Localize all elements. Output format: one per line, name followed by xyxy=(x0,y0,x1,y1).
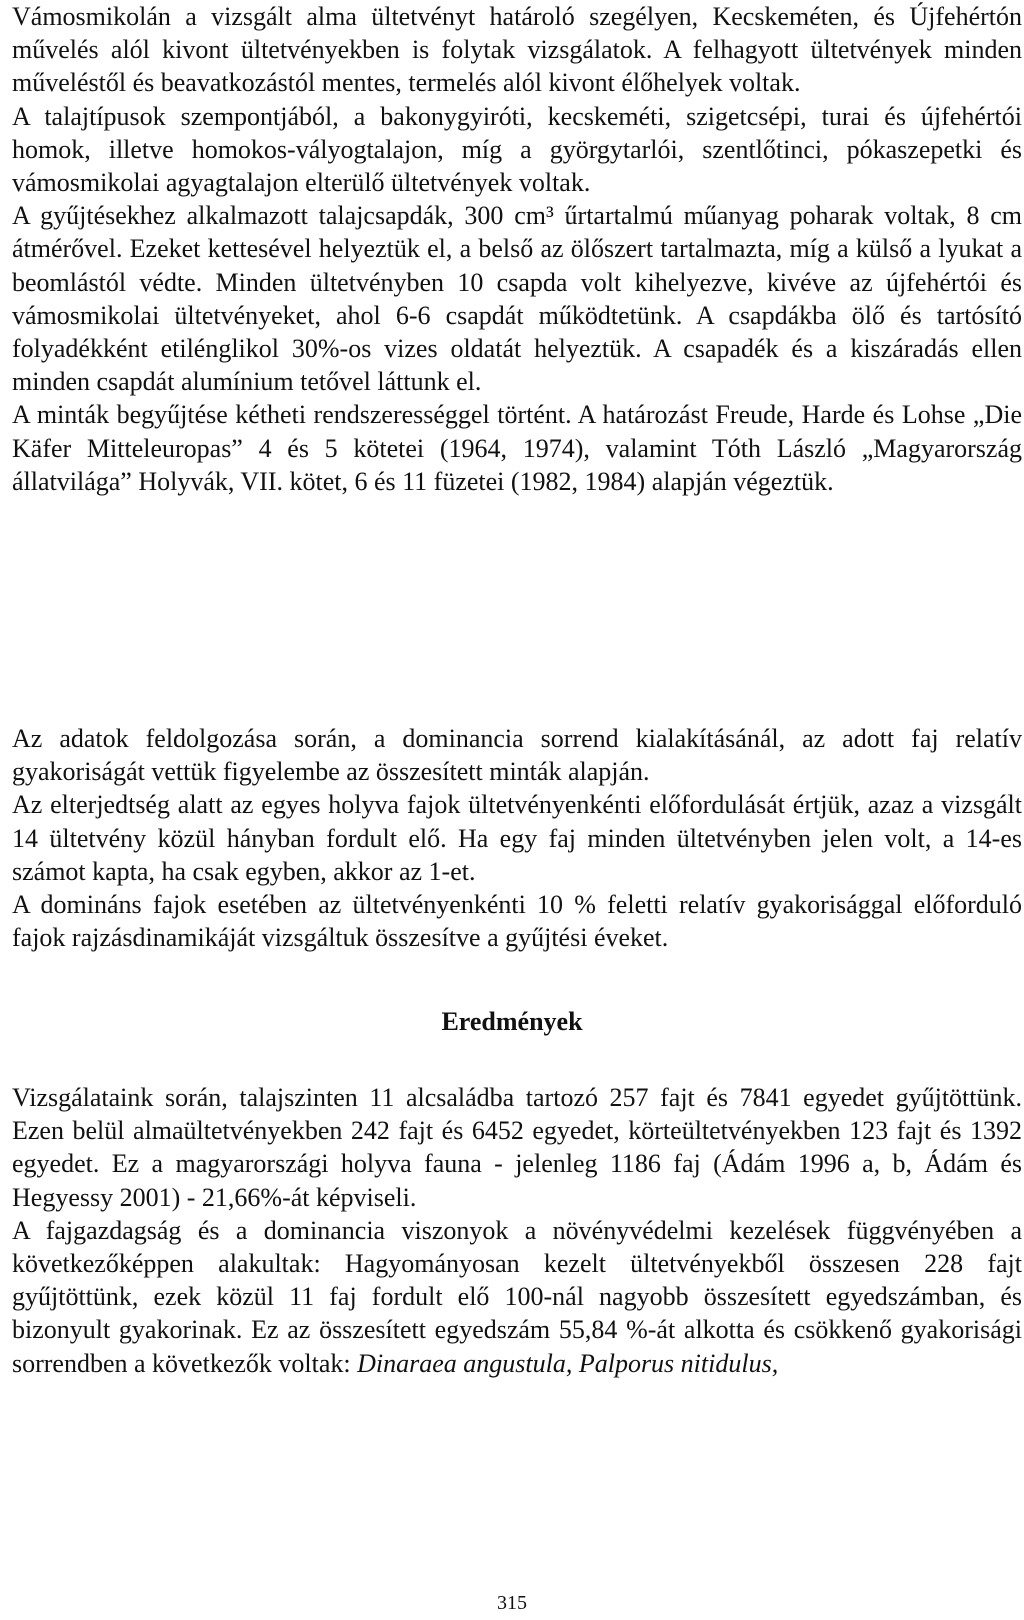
paragraph-sites: Vámosmikolán a vizsgált alma ültetvényt határoló szegélyen, Kecskeméten, és Újfehértón művelés alól kivont ültetvényekben is folytak vizsgálatok. A felhagyott ültetvények minden műveléstől és beavatkozástól mentes, termelés alól kivont élőhelyek voltak. xyxy=(12,2,1022,98)
analysis-section xyxy=(12,722,1022,954)
paragraph-distribution: Az elterjedtség alatt az egyes holyva fajok ültetvényenkénti előfordulását értjük, azaz a vizsgált 14 ültetvény közül hányban fordult elő. Ha egy faj minden ültetvényben jelen volt, a 14-es számot kapta, ha csak egyben, akkor az 1-et. xyxy=(12,790,1022,886)
section-heading-results: Eredmények xyxy=(441,1007,583,1036)
species-richness-text: A fajgazdagság és a dominancia viszonyok a növényvédelmi kezelések függvényében a következőképpen alakultak: Hagyományosan kezelt ültetvényekből összesen 228 fajt gyűjtöttünk, ezek közül 11 faj fordult elő 100-nál nagyobb összesített egyedszámban, és bizonyult gyakorinak. Ez az összesített egyedszám 55,84 %-át alkotta és csökkenő gyakorisági sorrendben a következők voltak: xyxy=(12,1215,1022,1378)
paragraph-traps: A gyűjtésekhez alkalmazott talajcsapdák, 300 cm³ űrtartalmú műanyag poharak voltak, 8 cm átmérővel. Ezeket kettesével helyeztük el, a belső az ölőszert tartalmazta, míg a külső a lyukat a beomlástól védte. Minden ültetvényben 10 csapda volt kihelyezve, kivéve az újfehértói és vámosmikolai ültetvényeket, ahol 6-6 csapdát működtetünk. A csapdákba ölő és tartósító folyadékként etilénglikol 30%-os vizes oldatát helyeztük. A csapadék és a kiszáradás ellen minden csapdát alumínium tetővel láttunk el. xyxy=(12,201,1022,397)
paragraph-soil-types: A talajtípusok szempontjából, a bakonygyiróti, kecskeméti, szigetcsépi, turai és újfehértói homok, illetve homokos-vályogtalajon, míg a györgytarlói, szentlőtinci, pókaszepetki és vámosmikolai agyagtalajon elterülő ültetvények voltak. xyxy=(12,101,1022,198)
methods-section xyxy=(12,0,1022,498)
paragraph-dominant-species: A domináns fajok esetében az ültetvényenkénti 10 % feletti relatív gyakorisággal előforduló fajok rajzásdinamikáját vizsgáltuk összesítve a gyűjtési éveket. xyxy=(12,890,1022,953)
results-section xyxy=(12,1081,1022,1380)
species-names: Dinaraea angustula, Palporus nitidulus, xyxy=(357,1348,779,1378)
page-number: 315 xyxy=(497,1592,527,1614)
paragraph-dominance: Az adatok feldolgozása során, a dominancia sorrend kialakításánál, az adott faj relatív gyakoriságát vettük figyelembe az összesített minták alapján. xyxy=(12,724,1022,787)
paragraph-sampling: A minták begyűjtése kétheti rendszerességgel történt. A határozást Freude, Harde és Lohse „Die Käfer Mitteleuropas” 4 és 5 kötetei (1964, 1974), valamint Tóth László „Magyarország állatvilága” Holyvák, VII. kötet, 6 és 11 füzetei (1982, 1984) alapján végeztük. xyxy=(12,400,1022,496)
paragraph-species-richness xyxy=(12,1214,1022,1380)
paragraph-results-summary: Vizsgálataink során, talajszinten 11 alcsaládba tartozó 257 fajt és 7841 egyedet gyűjtöttünk. Ezen belül almaültetvényekben 242 fajt és 6452 egyedet, körteültetvényekben 123 fajt és 1392 egyedet. Ez a magyarországi holyva fauna - jelenleg 1186 faj (Ádám 1996 a, b, Ádám és Hegyessy 2001) - 21,66%-át képviseli. xyxy=(12,1083,1022,1212)
